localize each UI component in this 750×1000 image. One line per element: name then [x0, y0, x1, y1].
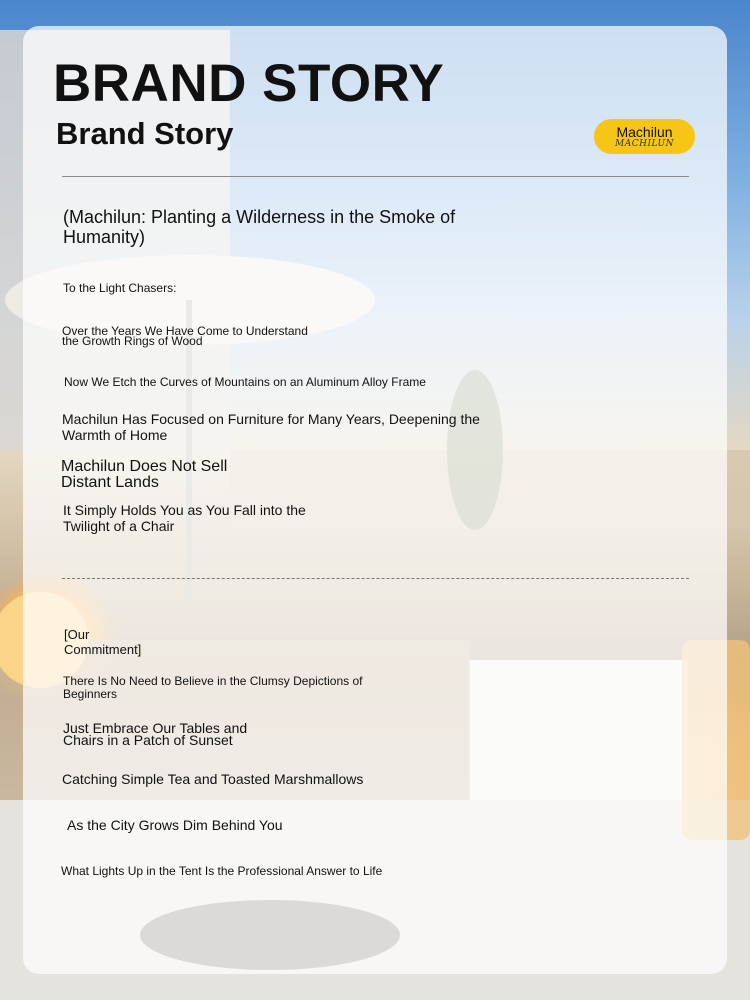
commitment-heading: [Our Commitment] [64, 627, 142, 657]
story-salutation: To the Light Chasers: [63, 281, 177, 295]
commitment-line: As the City Grows Dim Behind You [67, 817, 283, 833]
story-line: Over the Years We Have Come to Understand the Growth Rings of Wood [62, 324, 308, 349]
page-subtitle: Brand Story [56, 116, 234, 151]
brand-badge-name: Machilun [616, 124, 673, 140]
commitment-line: What Lights Up in the Tent Is the Professional Answer to Life [61, 864, 383, 878]
page-title: BRAND STORY [53, 54, 445, 113]
story-line: Machilun Has Focused on Furniture for Many Years, Deepening the Warmth of Home [62, 411, 480, 443]
story-heading: (Machilun: Planting a Wilderness in the Smoke of Humanity) [63, 207, 456, 248]
commitment-line: Catching Simple Tea and Toasted Marshmallows [62, 771, 364, 787]
brand-badge [594, 119, 695, 154]
story-line: Now We Etch the Curves of Mountains on an Aluminum Alloy Frame [64, 375, 426, 389]
commitment-line: Just Embrace Our Tables and Chairs in a Patch of Sunset [63, 720, 248, 749]
header-divider [62, 176, 689, 177]
brand-logo-wordmark: MACHILUN [615, 139, 674, 149]
story-line: It Simply Holds You as You Fall into the Twilight of a Chair [63, 502, 306, 534]
section-divider [62, 578, 689, 579]
commitment-line: There Is No Need to Believe in the Clumsy Depictions of Beginners [63, 674, 363, 701]
story-line: Machilun Does Not Sell Distant Lands [61, 458, 228, 491]
